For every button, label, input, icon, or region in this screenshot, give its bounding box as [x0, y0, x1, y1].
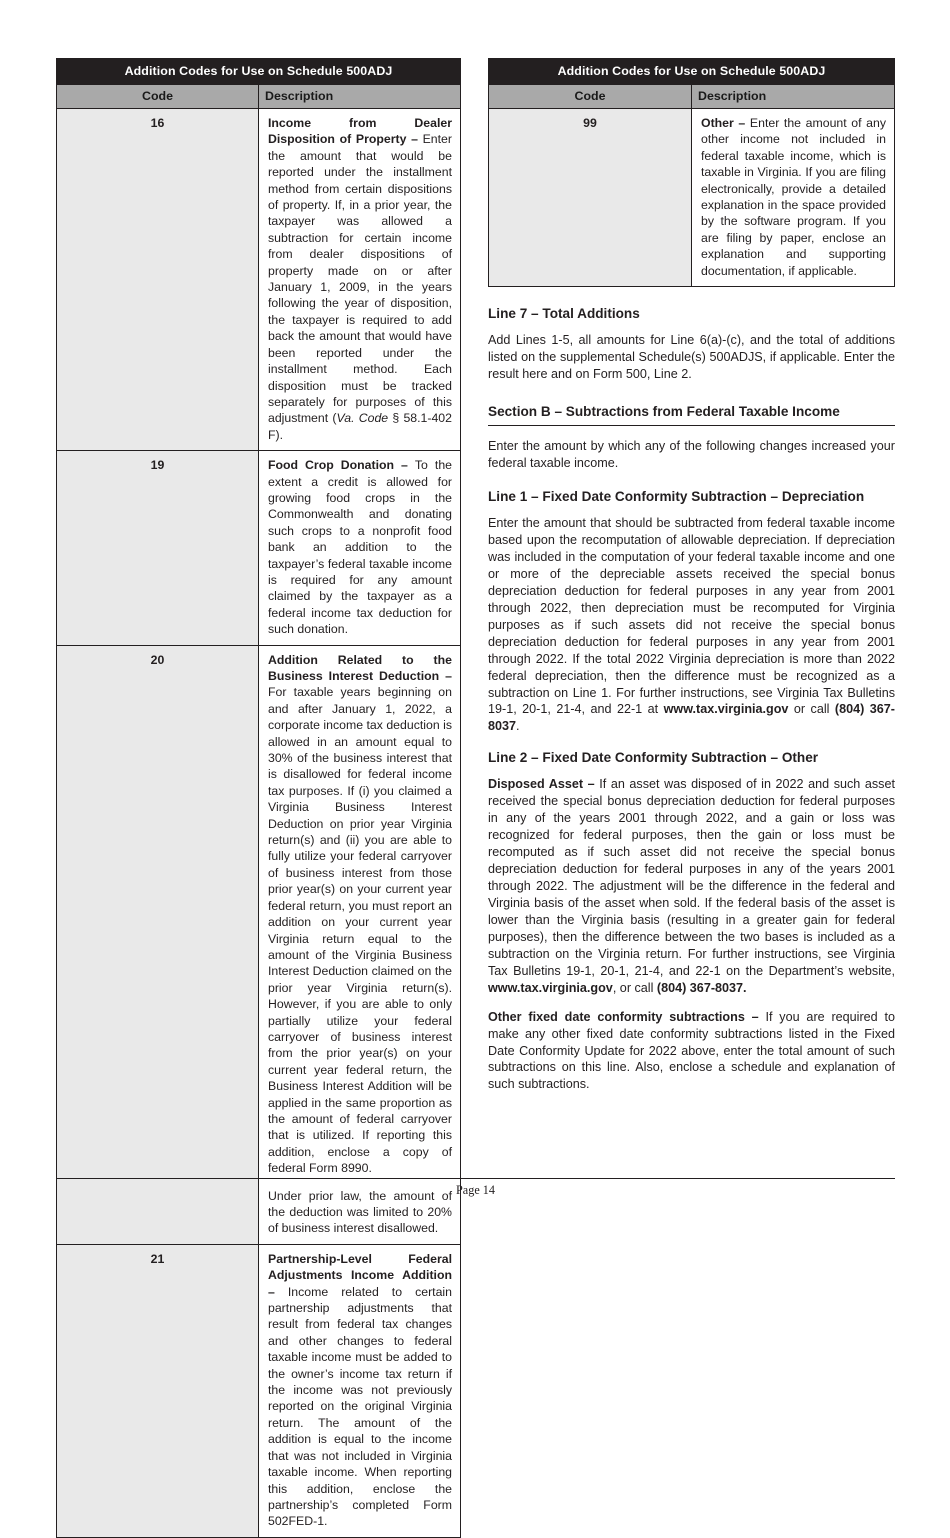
right-column: [488, 58, 895, 1093]
spacer: [488, 472, 895, 488]
disposed-asset-body: [488, 776, 895, 996]
description-body: To the extent a credit is allowed for growing food crops in the Commonwealth and donating such crops to a nonprofit food bank an addition to the taxpayer’s federal taxable income is required for any amount claimed by the taxpayer as a federal income tax deduction for such donation.: [268, 458, 452, 637]
code-value: 19: [57, 451, 259, 645]
addition-codes-table-right: [488, 58, 895, 287]
spacer: [488, 426, 895, 438]
table-title-row: [57, 59, 461, 85]
description-lead: Addition Related to the Business Interest Deduction –: [268, 652, 452, 683]
table-row: [57, 645, 461, 1244]
website-link: www.tax.virginia.gov: [663, 702, 789, 717]
table-row: [57, 1244, 461, 1537]
website-link: www.tax.virginia.gov: [488, 980, 613, 995]
phone-number: (804) 367-8037: [488, 702, 895, 734]
code-description: [259, 109, 461, 451]
description-body: For taxable years beginning on and after January 1, 2022, a corporate income tax deduction is allowed in an amount equal to 30% of the business interest that is disallowed for federal income tax purposes. If (i) you claimed a Virginia Business Interest Deduction on prior year Virginia return(s) and (ii) you are able to fully utilize your federal carryover of business interest from those prior year(s) on your current year federal return, you must report an addition on your current year Virginia return equal to the amount of the Virginia Business Interest Deduction claimed on the prior year Virginia return(s). However, if you are able to only partially utilize your federal carryover of business interest from the prior year(s) on your current year federal return, the Business Interest Addition will be applied in the same proportion as the amount of federal carryover that is utilized. If reporting this addition, enclose a copy of federal Form 8990.: [268, 685, 452, 1176]
page-footer: [56, 1178, 895, 1198]
code-description: [692, 109, 895, 287]
description-lead: Income from Dealer Disposition of Property –: [268, 116, 452, 147]
description-body-2: Under prior law, the amount of the deduction was limited to 20% of business interest disallowed.: [268, 1188, 452, 1236]
line-1-body: [488, 515, 895, 735]
code-value: 20: [57, 645, 259, 1244]
spacer: [488, 735, 895, 749]
description-body: Enter the amount of any other income not included in federal taxable income, which is taxable in Virginia. If you are filing electronically, provide a detailed explanation in the space provided by the software program. If you are filing by paper, enclose an explanation and supporting documentation, if applicable.: [701, 116, 887, 278]
line-1-body-part2: or call: [788, 702, 835, 717]
line-7-body: Add Lines 1-5, all amounts for Line 6(a)-(c), and the total of additions listed on the supplemental Schedule(s) 500ADJS, if applicable. Enter the result here and on Form 500, Line 2.: [488, 333, 895, 382]
spacer: [488, 997, 895, 1009]
statute-citation-tail: § 58.1-402 F).: [268, 411, 452, 442]
other-subtractions-body: [488, 1009, 895, 1094]
spacer: [488, 766, 895, 776]
description-lead: Partnership-Level Federal Adjustments Income Addition –: [268, 1251, 452, 1299]
line-1-body-part1: Enter the amount that should be subtracted from federal taxable income based upon the recomputation of allowable depreciation. If depreciation was included in the computation of your federal taxable income and one or more of the depreciable assets received the special bonus depreciation deduction for federal purposes in any year from 2001 through 2022, then depreciation must be recomputed for Virginia purposes as if such assets did not receive the special bonus depreciation deduction for federal purposes in any year from 2001 through 2022. If the total 2022 Virginia depreciation is more than 2022 federal depreciation, then the difference must be recognized as a subtraction on Line 1. For further instructions, see Virginia Tax Bulletins 19-1, 20-1, 21-4, and 22-1 at: [488, 516, 895, 717]
description-body: Enter the amount that would be reported under the installment method from certain dispositions of property. If, in a prior year, the taxpayer was allowed a subtraction for certain income from dealer dispositions of property made on or after January 1, 2009, in the years following the year of disposition, the taxpayer is required to add back the amount that would have been reported under the installment method. Each disposition must be tracked separately for purposes of this adjustment (: [268, 132, 452, 426]
column-header-code: Code: [57, 85, 259, 109]
table-title: Addition Codes for Use on Schedule 500ADJ: [489, 59, 895, 85]
disposed-asset-part1: If an asset was disposed of in 2022 and such asset received the special bonus depreciation deduction for federal purposes in any of the years 2001 through 2022, and a gain or loss was recognized for federal purposes, then the gain or loss must be recomputed as if such asset did not receive the special bonus depreciation deduction for federal purposes in any of the years 2001 through 2022. The adjustment will be the difference in the federal and Virginia basis of the asset when sold. If the federal basis of the asset is lower than the Virginia basis (resulting in a greater gain for federal purposes), then the difference between the two bases is included as a subtraction on the Virginia return. For further instructions, see Virginia Tax Bulletins 19-1, 20-1, 21-4, and 22-1 on the Department’s website,: [488, 777, 895, 978]
column-header-description: Description: [692, 85, 895, 109]
other-subtractions-lead: Other fixed date conformity subtractions –: [488, 1009, 766, 1024]
spacer: [488, 383, 895, 403]
code-value: 99: [489, 109, 692, 287]
description-body: Income related to certain partnership adjustments that result from federal tax changes and other changes to federal taxable income must be added to the owner’s income tax return if the income was not previously reported on the original Virginia return. The amount of the addition is equal to the income that was not included in Virginia taxable income. When reporting this addition, enclose the partnership’s completed Form 502FED-1.: [268, 1284, 452, 1529]
heading-line-1: Line 1 – Fixed Date Conformity Subtraction – Depreciation: [488, 489, 865, 504]
left-column: [56, 58, 461, 1538]
addition-codes-table-left: [56, 58, 461, 1538]
table-header-row: [489, 85, 895, 109]
description-lead: Food Crop Donation –: [268, 458, 415, 473]
table-title-row: [489, 59, 895, 85]
statute-citation: Va. Code: [336, 411, 389, 426]
code-description: [259, 451, 461, 645]
table-row: [57, 451, 461, 645]
other-subtractions-text: If you are required to make any other fixed date conformity subtractions listed in the Fixed Date Conformity Update for 2022 above, enter the total amount of such subtractions on this line. Also, enclose a schedule and explanation of such subtractions.: [488, 1009, 895, 1092]
description-lead: Other –: [701, 116, 750, 130]
heading-line-2: Line 2 – Fixed Date Conformity Subtraction – Other: [488, 750, 819, 766]
code-value: 21: [57, 1244, 259, 1537]
table-row: [57, 109, 461, 451]
table-header-row: [57, 85, 461, 109]
section-b-intro: Enter the amount by which any of the following changes increased your federal taxable income.: [488, 439, 895, 471]
code-value: 16: [57, 109, 259, 451]
table-title: Addition Codes for Use on Schedule 500ADJ: [57, 59, 461, 85]
disposed-asset-part2: , or call: [612, 980, 657, 995]
column-header-description: Description: [259, 85, 461, 109]
phone-number: (804) 367-8037.: [656, 980, 747, 995]
column-header-code: Code: [489, 85, 692, 109]
heading-section-b: Section B – Subtractions from Federal Taxable Income: [488, 404, 840, 419]
spacer: [488, 505, 895, 515]
heading-line-7: Line 7 – Total Additions: [488, 306, 640, 322]
disposed-asset-lead: Disposed Asset –: [488, 777, 600, 792]
line-1-body-part3: .: [516, 719, 520, 734]
code-description: [259, 645, 461, 1244]
table-row: [489, 109, 895, 287]
page-number: Page 14: [456, 1183, 495, 1197]
spacer: [488, 287, 895, 305]
code-description: [259, 1244, 461, 1537]
spacer: [488, 322, 895, 332]
